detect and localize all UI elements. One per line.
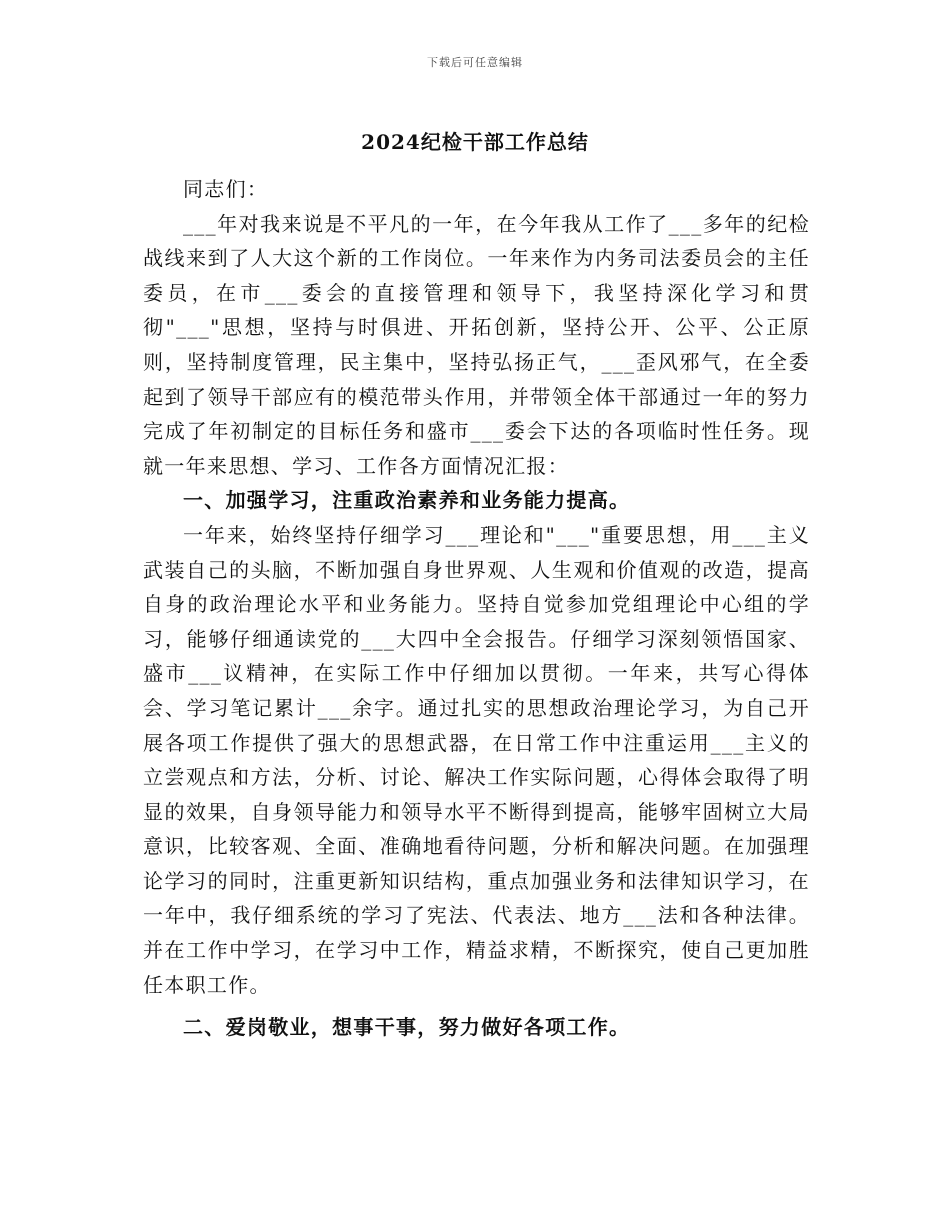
document-title: 2024纪检干部工作总结 — [361, 130, 589, 154]
document-body — [143, 172, 810, 1045]
section-2-heading: 二、爱岗敬业，想事干事，努力做好各项工作。 — [183, 1015, 631, 1040]
section-1-paragraph: 一年来，始终坚持仔细学习___理论和"___"重要思想，用___主义武装自己的头脑，不断加强自身世界观、人生观和价值观的改造，提高自身的政治理论水平和业务能力。坚持自觉参加党组理论中心组的学习，能够仔细通读党的___大四中全会报告。仔细学习深刻领悟国家、盛市___议精神，在实际工作中仔细加以贯彻。一年来，共写心得体会、学习笔记累计___余字。通过扎实的思想政治理论学习，为自己开展各项工作提供了强大的思想武器，在日常工作中注重运用___主义的立尝观点和方法，分析、讨论、解决工作实际问题，心得体会取得了明显的效果，自身领导能力和领导水平不断得到提高，能够牢固树立大局意识，比较客观、全面、准确地看待问题，分析和解决问题。在加强理论学习的同时，注重更新知识结构，重点加强业务和法律知识学习，在一年中，我仔细系统的学习了宪法、代表法、地方___法和各种法律。并在工作中学习，在学习中工作，精益求精，不断探究，使自己更加胜任本职工作。 — [143, 522, 810, 997]
page-header-note: 下载后可任意编辑 — [427, 56, 523, 69]
section-1-heading: 一、加强学习，注重政治素养和业务能力提高。 — [183, 488, 631, 513]
salutation: 同志们： — [183, 177, 269, 201]
intro-paragraph: ___年对我来说是不平凡的一年，在今年我从工作了___多年的纪检战线来到了人大这个新的工作岗位。一年来作为内务司法委员会的主任委员，在市___委会的直接管理和领导下，我坚持深化学习和贯彻"___"思想，坚持与时俱进、开拓创新，坚持公开、公平、公正原则，坚持制度管理，民主集中，坚持弘扬正气，___歪风邪气，在全委起到了领导干部应有的模范带头作用，并带领全体干部通过一年的努力完成了年初制定的目标任务和盛市___委会下达的各项临时性任务。现就一年来思想、学习、工作各方面情况汇报： — [143, 211, 810, 478]
